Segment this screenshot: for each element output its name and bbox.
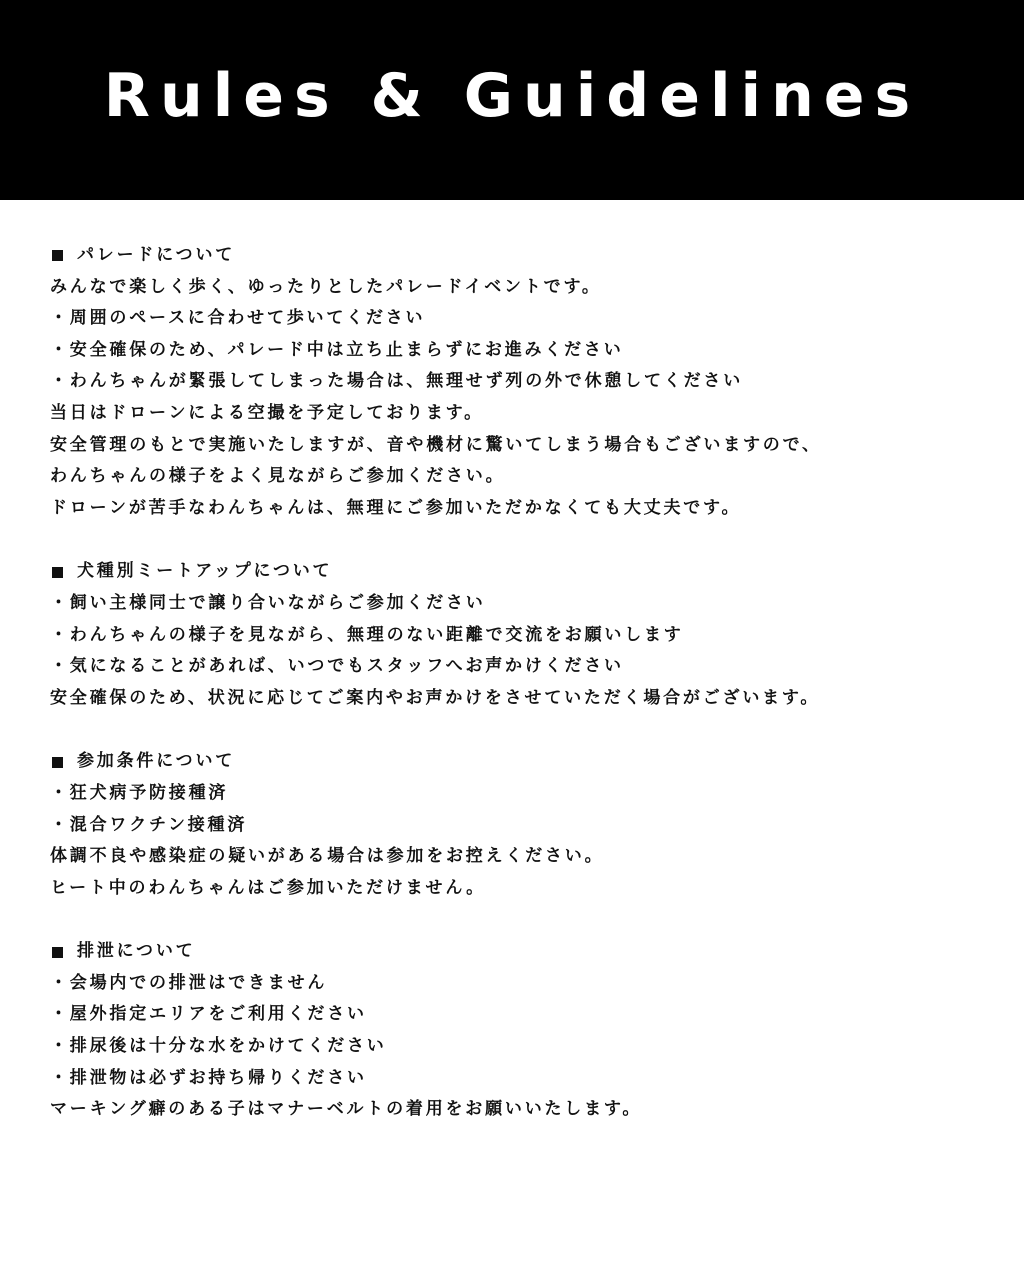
rule-line: 当日はドローンによる空撮を予定しております。 <box>50 402 484 423</box>
rule-line: ・屋外指定エリアをご利用ください <box>50 1004 367 1025</box>
rule-line: ・わんちゃんの様子を見ながら、無理のない距離で交流をお願いします <box>50 624 684 645</box>
section-meetup <box>50 556 1000 714</box>
rule-line: ・安全確保のため、パレード中は立ち止まらずにお進みください <box>50 339 624 360</box>
page-title: Rules & Guidelines <box>103 61 921 131</box>
rule-line: 安全管理のもとで実施いたしますが、音や機材に驚いてしまう場合もございますので、 <box>50 434 822 455</box>
square-bullet-icon <box>52 757 63 768</box>
section-heading-text: 参加条件について <box>77 751 236 772</box>
section-heading <box>50 746 1000 778</box>
square-bullet-icon <box>52 250 63 261</box>
rule-line: ・気になることがあれば、いつでもスタッフへお声かけください <box>50 656 624 677</box>
rule-line: わんちゃんの様子をよく見ながらご参加ください。 <box>50 466 506 487</box>
section-heading-text: 犬種別ミートアップについて <box>77 561 333 582</box>
rule-line: ・周囲のペースに合わせて歩いてください <box>50 308 426 329</box>
rule-line: ・狂犬病予防接種済 <box>50 782 229 803</box>
rule-line: ヒート中のわんちゃんはご参加いただけません。 <box>50 877 486 898</box>
rule-line: マーキング癖のある子はマナーベルトの着用をお願いいたします。 <box>50 1099 643 1120</box>
section-heading-text: パレードについて <box>77 245 236 265</box>
section-heading <box>50 936 1000 968</box>
rule-line: ドローンが苦手なわんちゃんは、無理にご参加いただかなくても大丈夫です。 <box>50 497 742 518</box>
square-bullet-icon <box>52 947 63 958</box>
rule-line: みんなで楽しく歩く、ゆったりとしたパレードイベントです。 <box>50 276 602 297</box>
section-heading <box>50 240 1000 272</box>
rule-line: 安全確保のため、状況に応じてご案内やお声かけをさせていただく場合がございます。 <box>50 687 821 708</box>
rules-content <box>50 240 1000 1158</box>
section-heading-text: 排泄について <box>77 941 196 962</box>
rule-line: ・排泄物は必ずお持ち帰りください <box>50 1067 367 1088</box>
rule-line: ・排尿後は十分な水をかけてください <box>50 1036 387 1057</box>
rule-line: ・飼い主様同士で譲り合いながらご参加ください <box>50 592 486 613</box>
rule-line: ・わんちゃんが緊張してしまった場合は、無理せず列の外で休憩してください <box>50 371 743 392</box>
section-excretion <box>50 936 1000 1126</box>
section-requirements <box>50 746 1000 904</box>
rule-line: ・会場内での排泄はできません <box>50 972 328 993</box>
rule-line: 体調不良や感染症の疑いがある場合は参加をお控えください。 <box>50 846 605 867</box>
section-parade <box>50 240 1000 524</box>
section-heading <box>50 556 1000 588</box>
header-banner <box>0 0 1024 200</box>
square-bullet-icon <box>52 567 63 578</box>
rule-line: ・混合ワクチン接種済 <box>50 814 248 835</box>
